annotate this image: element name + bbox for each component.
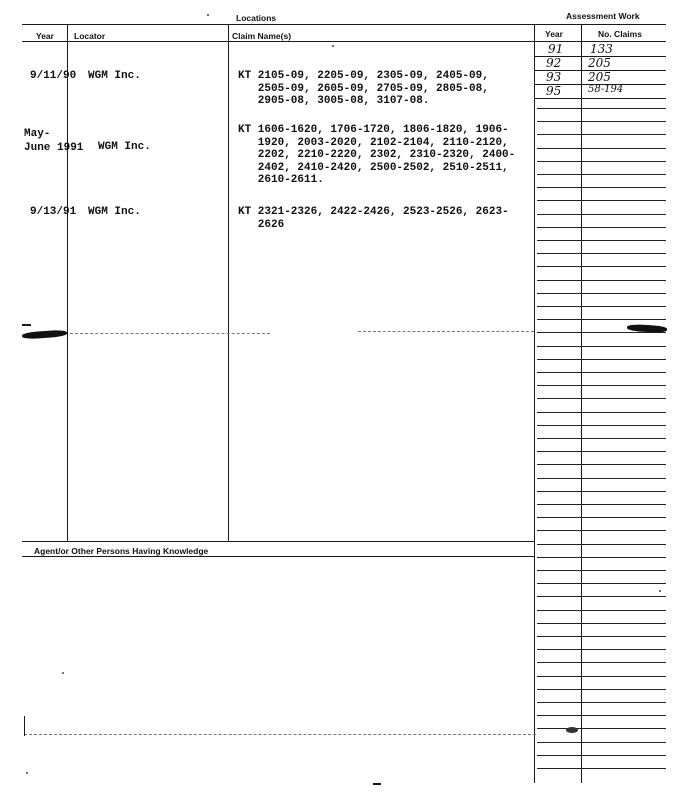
scan-smudge [566,727,578,733]
aw-grid-rule [537,676,666,677]
scan-speck [332,45,334,47]
entry-3-claims-line: KT 2321-2326, 2422-2426, 2523-2526, 2623- [238,206,509,218]
aw-grid-rule [537,517,666,518]
scan-speck [62,672,64,674]
assessment-blank-grid [537,108,666,780]
entry-2-claims-line: 2402, 2410-2420, 2500-2502, 2510-2511, [238,161,509,174]
aw-grid-rule [537,148,666,149]
aw-grid-rule [537,372,666,373]
assessment-claims: 205 [588,56,611,70]
aw-year-column-header: Year [545,29,563,39]
claim-names-column-header: Claim Name(s) [232,31,292,41]
entry-3-claims-line: 2626 [238,218,285,231]
entry-1-claims-line: 2905-08, 3005-08, 3107-08. [238,95,430,108]
aw-grid-rule [537,478,666,479]
aw-grid-rule [537,464,666,465]
agent-section-top-rule [22,541,535,542]
aw-grid-rule [537,491,666,492]
locations-heading: Locations [236,13,277,23]
aw-row-rule [535,98,666,99]
entry-2-date: May- June 1991 [24,128,84,154]
assessment-year: 91 [548,42,564,56]
aw-grid-rule [537,438,666,439]
locator-claims-divider [228,25,229,542]
aw-grid-rule [537,359,666,360]
aw-grid-rule [537,214,666,215]
aw-grid-rule [537,187,666,188]
aw-grid-rule [537,570,666,571]
agent-heading-rule [22,556,535,557]
scan-speck [207,14,209,16]
year-locator-divider [67,25,68,542]
assessment-claims: 133 [590,42,613,56]
scan-speck [26,772,28,774]
assessment-year: 95 [546,84,562,98]
aw-grid-rule [537,319,666,320]
entry-1-claims-line: KT 2105-09, 2205-09, 2305-09, 2405-09, [238,70,489,82]
aw-grid-rule [537,623,666,624]
header-top-rule [22,24,666,25]
aw-no-claims-column-header: No. Claims [598,29,642,39]
fold-line-upper [70,333,270,335]
aw-grid-rule [537,346,666,347]
aw-grid-rule [537,755,666,756]
entry-2-locator: WGM Inc. [98,141,151,153]
entry-3-locator: WGM Inc. [88,206,141,218]
entry-2-claims-line: KT 1606-1620, 1706-1720, 1806-1820, 1906- [238,124,509,136]
aw-grid-rule [537,610,666,611]
aw-grid-rule [537,544,666,545]
claims-assessment-divider [534,25,535,783]
aw-grid-rule [537,412,666,413]
year-column-header: Year [36,31,54,41]
fold-line-upper-2 [358,331,534,333]
aw-grid-rule [537,306,666,307]
aw-grid-rule [537,200,666,201]
aw-grid-rule [537,121,666,122]
aw-grid-rule [537,728,666,729]
scan-mark-tick [22,324,31,326]
aw-grid-rule [537,425,666,426]
aw-grid-rule [537,649,666,650]
aw-grid-rule [537,398,666,399]
aw-grid-rule [537,742,666,743]
assessment-claims: 205 [588,70,611,84]
entry-1-claims-line: 2505-09, 2605-09, 2705-09, 2805-08, [238,82,489,95]
entry-2-claims-line: 2610-2611. [238,174,324,187]
aw-grid-rule [537,702,666,703]
aw-grid-rule [537,108,666,109]
aw-grid-rule [537,583,666,584]
scan-dash-bottom [373,783,381,785]
fold-edge-mark [24,716,25,736]
aw-grid-rule [537,293,666,294]
agent-heading: Agent/or Other Persons Having Knowledge [34,546,209,556]
aw-grid-rule [537,266,666,267]
scan-mark-left [22,329,67,339]
aw-grid-rule [537,253,666,254]
assessment-year: 93 [546,70,562,84]
aw-grid-rule [537,768,666,769]
aw-grid-rule [537,451,666,452]
entry-3-date: 9/13/91 [30,206,77,218]
aw-grid-rule [537,596,666,597]
assessment-year: 92 [546,56,562,70]
entry-1-claims [238,70,489,108]
locator-column-header: Locator [74,31,106,41]
aw-grid-rule [537,174,666,175]
aw-grid-rule [537,636,666,637]
aw-grid-rule [537,530,666,531]
aw-grid-rule [537,280,666,281]
aw-grid-rule [537,385,666,386]
entry-3-claims [238,206,509,231]
entry-1-locator: WGM Inc. [88,70,141,82]
entry-2-claims-line: 2202, 2210-2220, 2302, 2310-2320, 2400- [238,149,516,162]
header-bottom-rule [22,41,666,42]
assessment-work-heading: Assessment Work [566,11,640,21]
aw-grid-rule [537,332,666,333]
aw-grid-rule [537,240,666,241]
fold-line-lower [24,734,536,736]
entry-2-claims-line: 1920, 2003-2020, 2102-2104, 2110-2120, [238,136,509,149]
aw-grid-rule [537,504,666,505]
scan-speck [659,590,661,592]
aw-grid-rule [537,715,666,716]
entry-2-claims [238,124,515,187]
aw-grid-rule [537,134,666,135]
aw-grid-rule [537,662,666,663]
aw-grid-rule [537,227,666,228]
aw-grid-rule [537,557,666,558]
assessment-claims: 58-194 [588,84,624,95]
aw-grid-rule [537,689,666,690]
aw-grid-rule [537,161,666,162]
entry-1-date: 9/11/90 [30,70,77,82]
